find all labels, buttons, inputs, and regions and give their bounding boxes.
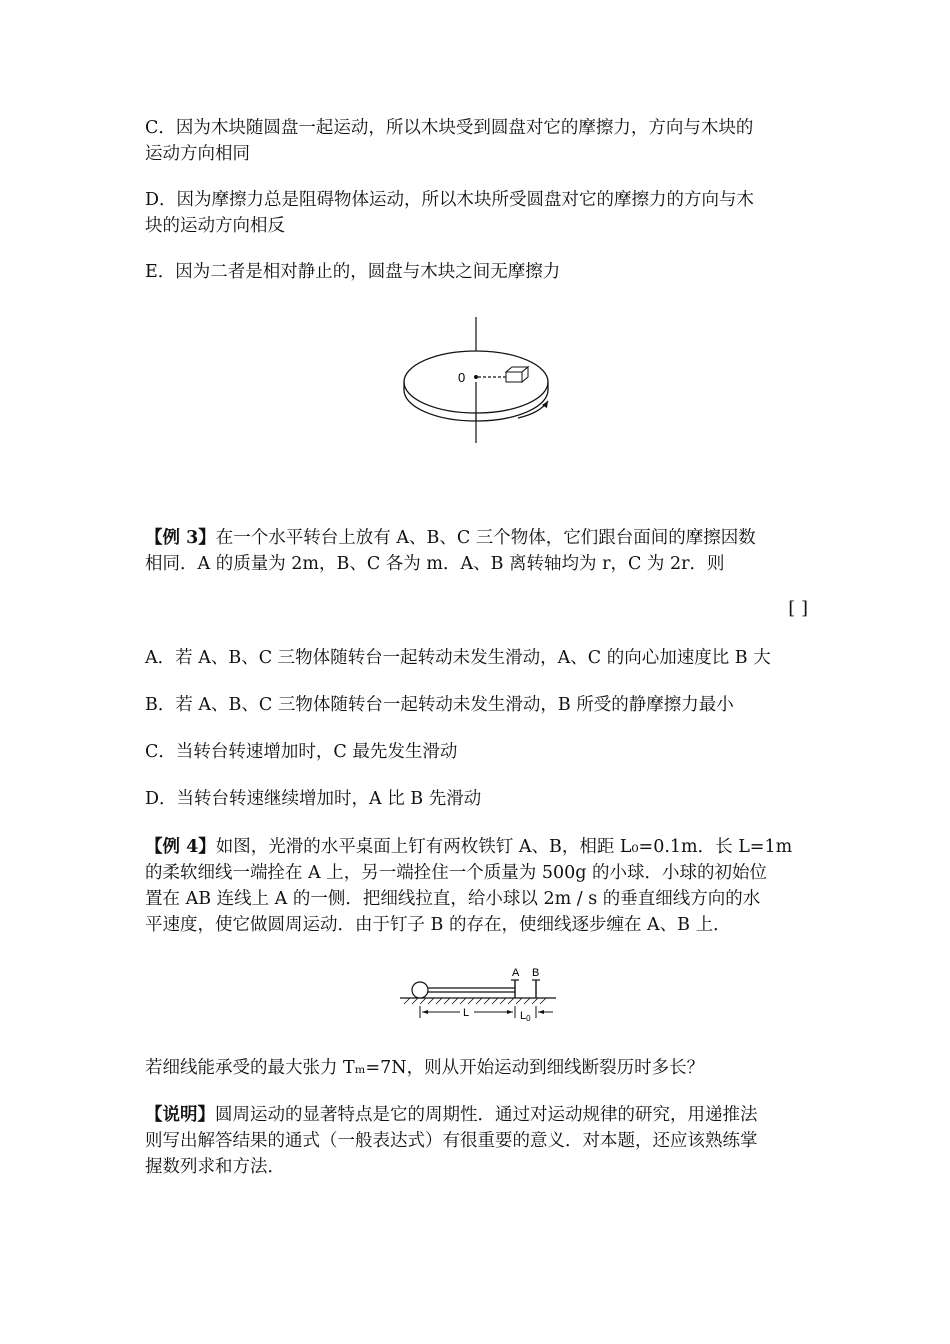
label-a: A bbox=[512, 967, 520, 979]
example4-question: 若细线能承受的最大张力 Tₘ=7N，则从开始运动到细线断裂历时多长？ bbox=[145, 1058, 705, 1078]
nails-figure bbox=[398, 964, 560, 1024]
label-l0: L0 bbox=[520, 1010, 531, 1023]
rotating-disc-figure bbox=[390, 315, 570, 445]
example3-line1: 在一个水平转台上放有 A、B、C 三个物体，它们跟台面间的摩擦因数 bbox=[215, 528, 756, 548]
note-tag: 【说明】 bbox=[145, 1105, 215, 1125]
note-line3: 握数列求和方法． bbox=[145, 1157, 285, 1177]
example4-line4: 平速度，使它做圆周运动．由于钉子 B 的存在，使细线逐步缠在 A、B 上． bbox=[145, 915, 731, 935]
wood-block bbox=[506, 367, 528, 382]
option-d-line2: 块的运动方向相反 bbox=[145, 216, 285, 236]
example4-tag: 【例 4】 bbox=[145, 837, 216, 857]
option-d-line1: D．因为摩擦力总是阻碍物体运动，所以木块所受圆盘对它的摩擦力的方向与木 bbox=[145, 190, 755, 210]
answer-bracket: [ ] bbox=[788, 598, 808, 619]
example3-option-d: D．当转台转速继续增加时，A 比 B 先滑动 bbox=[145, 789, 482, 809]
example4-line1: 如图，光滑的水平桌面上钉有两枚铁钉 A、B，相距 L₀=0.1m．长 L=1m bbox=[215, 837, 793, 857]
example3-stem bbox=[145, 525, 810, 577]
note-line1: 圆周运动的显著特点是它的周期性．通过对运动规律的研究，用递推法 bbox=[215, 1105, 758, 1125]
example4-line2: 的柔软细线一端拴在 A 上，另一端拴住一个质量为 500g 的小球．小球的初始位 bbox=[145, 863, 767, 883]
option-c bbox=[145, 115, 810, 167]
example4-line3: 置在 AB 连线上 A 的一侧．把细线拉直，给小球以 2m / s 的垂直细线方向的水 bbox=[145, 889, 761, 909]
option-c-line1: C．因为木块随圆盘一起运动，所以木块受到圆盘对它的摩擦力，方向与木块的 bbox=[145, 118, 754, 138]
example4-stem bbox=[145, 834, 810, 938]
center-dot bbox=[474, 375, 478, 379]
label-b: B bbox=[532, 967, 540, 979]
example3-option-b: B．若 A、B、C 三物体随转台一起转动未发生滑动，B 所受的静摩擦力最小 bbox=[145, 695, 734, 715]
example3-option-c: C．当转台转速增加时，C 最先发生滑动 bbox=[145, 742, 458, 762]
example3-line2: 相同．A 的质量为 2m，B、C 各为 m．A、B 离转轴均为 r，C 为 2r．则 bbox=[145, 554, 725, 574]
option-e-line1: E．因为二者是相对静止的，圆盘与木块之间无摩擦力 bbox=[145, 262, 561, 282]
example3-option-a: A．若 A、B、C 三物体随转台一起转动未发生滑动，A、C 的向心加速度比 B 大 bbox=[145, 648, 771, 668]
table-hatching bbox=[404, 998, 546, 1004]
option-c-line2: 运动方向相同 bbox=[145, 144, 250, 164]
example3-tag: 【例 3】 bbox=[145, 528, 216, 548]
small-ball bbox=[412, 982, 428, 998]
option-d bbox=[145, 187, 810, 239]
label-l: L bbox=[463, 1007, 470, 1019]
note-line2: 则写出解答结果的通式（一般表达式）有很重要的意义．对本题，还应该熟练掌 bbox=[145, 1131, 758, 1151]
option-e bbox=[145, 259, 810, 285]
center-label: 0 bbox=[458, 370, 466, 385]
note-block bbox=[145, 1102, 810, 1180]
